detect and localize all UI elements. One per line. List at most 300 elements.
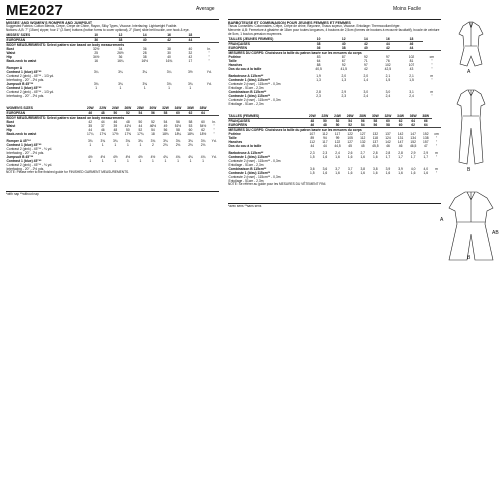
cell: 36 (142, 46, 147, 51)
cell: " (213, 131, 215, 136)
cell: 60 (188, 127, 193, 132)
cell: 112 (360, 135, 366, 140)
cell: 3¾ (166, 81, 172, 86)
cell: 37 (100, 123, 105, 128)
cell: 1,6 (335, 170, 340, 175)
section-heading: MESURES DU CORPS: Choisissez la taille du patron basée sur les mesures du corps (228, 50, 441, 55)
row-label: Jumpsuit B 45"** (6, 154, 34, 159)
cell: 60 (386, 118, 390, 123)
cell: 36 (94, 37, 98, 42)
cell: 3¾ (87, 138, 93, 143)
cell: 118 (372, 135, 378, 140)
cell: 41½ (124, 123, 132, 128)
cell: 3¾ (200, 138, 206, 143)
cell: 38 (167, 46, 171, 51)
cell: " (435, 139, 438, 144)
cell: 30W (147, 106, 160, 111)
cell: 1,5 (385, 77, 391, 82)
cell: 54½ (199, 123, 207, 128)
cell: 112 (309, 139, 315, 144)
cell: 42 (386, 45, 390, 50)
cell: 3¾ (150, 138, 156, 143)
cell: 2,9 (341, 89, 347, 94)
cell: 35 (88, 123, 93, 128)
cell: 83 (316, 54, 321, 59)
cell: 3¾ (163, 138, 168, 143)
cell: 44 (323, 143, 327, 148)
cell: 2,0 (341, 73, 347, 78)
cell: 2,4 (385, 93, 391, 98)
cell: 2,3 (322, 150, 328, 155)
row-label: Dos du cou à la taille (228, 66, 262, 71)
cell: 134 (410, 135, 416, 140)
cell: 62 (201, 127, 205, 132)
cell: 44 (386, 41, 390, 46)
cell: 3,0 (385, 89, 391, 94)
row-label: Entoilage - 51cm - 2,3m (228, 101, 264, 106)
cell: 48 (100, 110, 105, 115)
cell: 1,6 (347, 154, 353, 159)
cell: 18⅜ (187, 131, 194, 136)
cell: " (213, 123, 215, 128)
cell: 48 (126, 119, 130, 124)
cell: 3¾ (188, 81, 193, 86)
row-label: Contraste 1 (bleu) 115cm** (228, 154, 271, 159)
cell: 4½ (87, 154, 93, 159)
cell: m (435, 166, 438, 171)
cell: 34W (394, 114, 407, 119)
cell: 53 (188, 123, 193, 128)
cell: 40 (363, 45, 368, 50)
cell: 87 (341, 54, 346, 59)
cell: 2,4 (335, 150, 340, 155)
cell: 36W (184, 106, 197, 111)
cell: " (431, 93, 433, 98)
cell: 2,4 (409, 93, 414, 98)
size-table (6, 106, 219, 171)
cell: 56 (176, 119, 180, 124)
row-label: Contrast 2 (pink) - 45"** - 1/3 yd. (6, 73, 55, 78)
cell: 1 (177, 158, 179, 163)
row-label: Bust (6, 46, 14, 51)
cell: 44,5 (334, 143, 341, 148)
cell: 76 (386, 58, 390, 63)
cell: 88 (316, 62, 321, 67)
cell: 2,9 (423, 150, 429, 155)
cell: 46,5 (409, 143, 417, 148)
cell: 47 (423, 143, 428, 148)
cell: 117 (322, 139, 328, 144)
cell: 46 (88, 110, 93, 115)
cell: 38 (316, 41, 321, 46)
cell: 40 (188, 46, 193, 51)
cell: 43 (409, 66, 414, 71)
cell: 1 (95, 85, 98, 90)
cell: 54 (360, 122, 365, 127)
cell: 46 (113, 119, 118, 124)
cell: 40 (167, 54, 171, 59)
row-label: Taille (228, 135, 237, 140)
row-label: Entoilage - 51cm - 2,3m (228, 162, 264, 167)
cell: 28W (134, 106, 147, 111)
english-column (6, 19, 219, 196)
row-label: Contraste 2 (rose) - 115cm** - 0,3m (228, 158, 281, 163)
cell: 38 (142, 54, 147, 59)
cell: 1 (101, 158, 104, 163)
romper-jumpsuit-illustration (445, 12, 497, 262)
cell: 60 (176, 110, 180, 115)
cell: 2,1 (409, 73, 414, 78)
cell: 137 (385, 131, 391, 136)
cell: 3¾ (113, 138, 118, 143)
row-label: MISSES' SIZES (6, 33, 84, 38)
cell: 1,6 (322, 154, 328, 159)
english-notions: Notions: A,B: 7" (15cm) zipper, four 1" (2.5cm) buttons (button forms to cover optional), 2" (5cm) slide belt buckle, one hook & eye. (6, 28, 190, 32)
cell: 152 (410, 139, 416, 144)
cell: 1 (139, 142, 142, 147)
row-label: Entoilage - 51cm - 2,3m (228, 85, 264, 90)
cell: 92 (363, 54, 368, 59)
cell: 45,5 (372, 143, 379, 148)
cell: 18¼ (174, 131, 182, 136)
cell: 1,6 (423, 170, 429, 175)
cell: 32½ (92, 46, 100, 51)
cell: 4¾ (175, 154, 181, 159)
row-label: Barboteuse A 115cm** (228, 150, 264, 155)
difficulty-english: Average (196, 6, 215, 12)
cell: 26½ (117, 50, 124, 55)
cell: 66 (423, 118, 428, 123)
cell: 1 (189, 85, 192, 90)
cell: 17½ (112, 131, 119, 136)
cell: 64 (423, 122, 428, 127)
cell: 4½ (138, 154, 143, 159)
row-label: Hip (6, 54, 12, 59)
cell: 16¾ (165, 58, 173, 63)
row-label: Contraste 2 (rose) - 115cm** - 0,3m (228, 81, 281, 86)
cell: 18 (151, 131, 155, 136)
row-label: WOMEN'S SIZES (6, 106, 84, 111)
cell: 2⅛ (163, 142, 168, 147)
cell: 30W (369, 114, 382, 119)
row-label: Back-neck to waist (6, 131, 37, 136)
cell: 4¾ (163, 154, 168, 159)
cell: 42 (363, 41, 368, 46)
sketch-label-a: A (467, 69, 471, 75)
cell: 22W (319, 114, 332, 119)
cell: 1 (114, 142, 117, 147)
cell: 40,5 (315, 66, 322, 71)
cell: 1,6 (373, 154, 378, 159)
row-label: EUROPEAN (6, 37, 26, 42)
cell: cm (434, 131, 439, 136)
cell: 1,6 (398, 170, 403, 175)
cell: 16 (375, 37, 400, 42)
cell: 71 (363, 58, 368, 63)
cell: 30 (167, 50, 171, 55)
cell: 122 (347, 131, 353, 136)
measurement-row (228, 67, 441, 71)
cell: m (435, 150, 438, 155)
cell: 137 (372, 139, 379, 144)
cell: " (213, 127, 215, 132)
cell: 49 (163, 123, 168, 128)
cell: " (431, 62, 433, 67)
cell: 46 (386, 143, 390, 148)
cell: 1,3 (316, 77, 321, 82)
row-label: Interfacing - 20" - 2½ yds. (6, 166, 45, 171)
cell: " (208, 54, 210, 59)
cell: 3¾ (138, 138, 143, 143)
cell: 3,6 (322, 166, 328, 171)
cell: 32 (188, 50, 193, 55)
cell: 39 (113, 123, 118, 128)
row-label: Interfacing - 20" - 2½ yds. (6, 150, 45, 155)
cell: 3¾ (175, 138, 181, 143)
cell: 1,5 (310, 154, 315, 159)
row-label: Hip (6, 127, 12, 132)
row-label: Combinaison B 115cm** (228, 166, 267, 171)
french-footnote: *avec sens **sans sens (228, 203, 262, 208)
cell: 56 (373, 122, 378, 127)
cell: 1,7 (410, 154, 416, 159)
cell: Yd. (206, 69, 212, 74)
cell: 24W (109, 106, 122, 111)
section-heading: MESURES DU CORPS: Choisissez la taille du patron basée sur les mesures du corps (228, 127, 441, 132)
cell: 89 (310, 135, 315, 140)
cell: 44 (88, 127, 93, 132)
size-table (6, 33, 219, 98)
cell: 18 (400, 37, 422, 42)
cell: 1 (126, 142, 129, 147)
cell: 50 (113, 110, 118, 115)
cell: 2,4 (363, 93, 369, 98)
french-womens-table (228, 114, 441, 183)
cell: 4¾ (188, 154, 193, 159)
cell: 62 (188, 110, 193, 115)
row-label: Contraste 1 (bleu) 115cm** (228, 93, 271, 98)
cell: 102 (408, 54, 415, 59)
cell: 46½ (149, 123, 157, 128)
row-label: EUROPÉEN (228, 122, 248, 127)
cell: 44 (409, 45, 414, 50)
row-label: Poitrine (228, 54, 241, 59)
row-label: Waist (6, 50, 16, 55)
row-label: FRANÇAISES (228, 41, 250, 46)
cell: 3¾ (118, 81, 123, 86)
cell: In. (207, 46, 212, 51)
row-label: Interfacing - 20" - 2½ yds. (6, 93, 45, 98)
cell: 1 (119, 85, 122, 90)
cell: 42 (88, 119, 93, 124)
cell: 124 (385, 135, 391, 140)
cell: 16½ (141, 58, 148, 63)
cell: 107 (309, 131, 316, 136)
cell: 3,7 (335, 166, 340, 171)
cell: 32W (382, 114, 395, 119)
cell: 131 (397, 135, 404, 140)
cell: 42 (188, 54, 193, 59)
cell: 97 (363, 62, 368, 67)
cell: 24W (331, 114, 344, 119)
row-label: Contraste 2 (rose) - 115cm** - 0,3m (228, 97, 281, 102)
row-label: Combinaison B 115cm** (228, 89, 267, 94)
row-label: Bust (6, 119, 14, 124)
cell: 2⅛ (200, 142, 206, 147)
cell: 1,7 (423, 154, 429, 159)
cell: 54 (163, 119, 168, 124)
cell: 102 (385, 62, 391, 67)
cell: 3¾ (93, 81, 99, 86)
cell: 45 (348, 143, 352, 148)
french-notions: Mercerie: A,B: Fermeture à glissière de 18cm pour toutes longueurs, 4 boutons de 2,5cm (formes de boutons à recouvrir facultatif), boucle de ceinture de 5cm, 1 bouton-pression moyennes. (228, 28, 440, 36)
cell: 26W (122, 106, 135, 111)
cell: Yd. (211, 154, 217, 159)
garment-sketches (440, 12, 499, 262)
row-label: Contrast 1 (blue) 45"** (6, 158, 42, 163)
cell: 50 (126, 127, 130, 132)
row-label: Taille (228, 58, 237, 63)
cell: 10 (306, 37, 331, 42)
cell: 46 (310, 122, 315, 127)
row-label: FRANÇAISES (228, 118, 250, 123)
cell: Yd. (206, 81, 212, 86)
cell: 1,6 (335, 154, 340, 159)
cell: 2,8 (316, 89, 321, 94)
cell: 3¾ (100, 138, 106, 143)
cell: 54 (138, 110, 143, 115)
cell: 44 (138, 123, 143, 128)
cell: 34½ (92, 54, 100, 59)
cell: m (430, 73, 434, 78)
cell: 60 (398, 122, 403, 127)
row-label: Contrast 1 (blue) 45"** (6, 69, 42, 74)
cell: 112 (322, 131, 328, 136)
row-label: Contraste 1 (bleu) 115cm** (228, 77, 271, 82)
row-label: Interfacing - 20" - 2½ yds. (6, 77, 45, 82)
cell: 3,9 (398, 166, 403, 171)
cell: 52 (335, 118, 340, 123)
cell: 4,0 (410, 166, 416, 171)
french-fabrics: Tissus Conseillés: Cotonnades, Crêpe, Crêpe de chine, Rayonne, Tissus soyeux, Viscose. Entoilage: Thermocollant léger. (228, 24, 401, 29)
cell: 64 (201, 110, 205, 115)
cell: 1 (152, 158, 154, 163)
cell: 1 (89, 158, 92, 163)
cell: 1,6 (322, 170, 328, 175)
french-column (228, 19, 441, 208)
cell: 3,8 (360, 166, 366, 171)
cell: 40 (142, 37, 147, 42)
cell: 51½ (174, 123, 182, 128)
cell: 122 (334, 139, 341, 144)
cell: 28 (142, 50, 147, 55)
cell: 4¾ (200, 154, 206, 159)
cell: 38 (341, 45, 346, 50)
cell: 3¼ (93, 69, 99, 74)
cell: 54 (151, 127, 155, 132)
cell: 1 (101, 142, 104, 147)
cell: 3¾ (142, 81, 148, 86)
cell: 58 (188, 119, 193, 124)
cell: " (431, 66, 433, 71)
cell: 18 (181, 33, 199, 38)
cell: 1,6 (410, 170, 416, 175)
row-label: Contraste 1 (bleu) 115cm** (228, 170, 271, 175)
cell: 48 (113, 127, 118, 132)
row-label: Contrast 2 (pink) - 45"** - ⅓ yd. (6, 162, 53, 167)
row-label: Contraste 2 (rose) - 115cm** - 0,3m (228, 174, 281, 179)
cell: 157 (423, 139, 429, 144)
cell: 36W (407, 114, 420, 119)
cell: 3,1 (409, 89, 414, 94)
cell: 1,7 (398, 154, 403, 159)
cell: 1 (89, 142, 92, 147)
cell: 12 (108, 33, 132, 38)
row-label: Poitrine (228, 131, 241, 136)
cell: 38W (197, 106, 210, 111)
cell: " (208, 50, 210, 55)
cell: 38W (419, 114, 432, 119)
cell: 18½ (199, 131, 207, 136)
section-heading: BODY MEASUREMENTS: Select pattern size based on body measurements (6, 115, 219, 120)
cell: 3½ (188, 69, 193, 74)
cell: 81 (409, 58, 414, 63)
cell: 1 (114, 158, 117, 163)
cell: 1,5 (409, 77, 414, 82)
cell: 50 (323, 118, 327, 123)
cell: 52 (348, 122, 352, 127)
cell: " (435, 154, 438, 159)
cell: 50 (138, 119, 143, 124)
cell: " (435, 135, 438, 140)
cell: 48 (310, 118, 315, 123)
cell: 4½ (113, 154, 118, 159)
cell: 62 (411, 122, 416, 127)
cell: 17⅜ (99, 131, 106, 136)
cell: 4½ (150, 154, 156, 159)
cell: 1,6 (373, 170, 378, 175)
cell: " (435, 143, 438, 148)
cell: 138 (423, 135, 429, 140)
cell: 107 (408, 62, 415, 67)
cell: 4½ (100, 154, 106, 159)
row-label: Back-neck to waist (6, 58, 37, 63)
cell: 4,0 (423, 166, 429, 171)
cell: 52 (151, 119, 155, 124)
cell: 2⅛ (188, 142, 193, 147)
cell: 3,8 (373, 166, 378, 171)
cell: 42 (167, 37, 171, 42)
cell: 132 (372, 131, 379, 136)
cell: 34W (172, 106, 185, 111)
cell: cm (429, 54, 434, 59)
cell: 46 (398, 143, 403, 148)
sketch-label-a2: A (440, 217, 444, 223)
cell: 2,9 (410, 150, 416, 155)
row-label: Barboteuse A 115cm** (228, 73, 264, 78)
cell: 147 (397, 139, 404, 144)
cell: " (431, 77, 433, 82)
cell: 2,7 (360, 150, 366, 155)
cell: 36 (118, 54, 123, 59)
row-label: Jumpsuit B 45"** (6, 81, 34, 86)
cell: 2,6 (347, 150, 353, 155)
cell: 40 (341, 41, 346, 46)
french-title: BARBOTEUSE ET COMBINAISON POUR JEUNES FEMMES ET FEMMES (228, 21, 351, 25)
cell: 16 (157, 33, 181, 38)
cell: 1,3 (341, 77, 347, 82)
cell: 2,3 (310, 150, 315, 155)
